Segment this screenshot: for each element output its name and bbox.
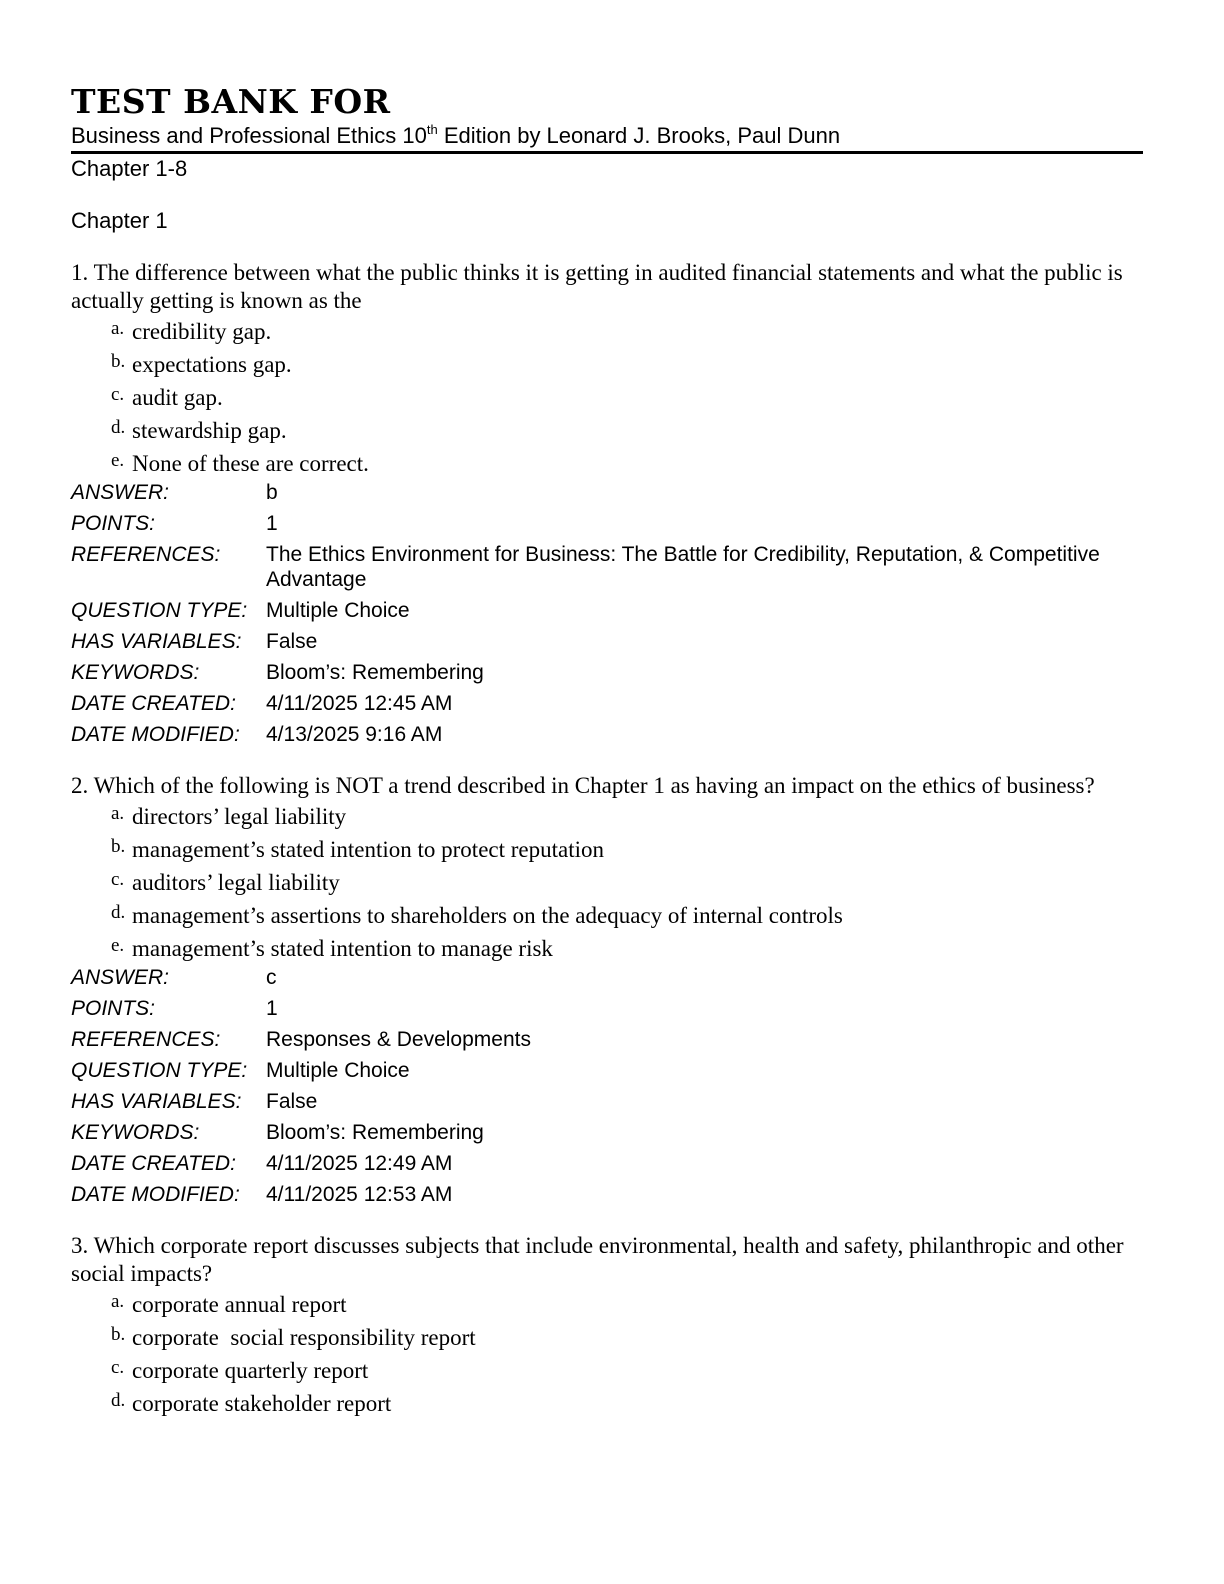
question-2 [71, 772, 1143, 1207]
meta-value: Responses & Developments [266, 1028, 531, 1051]
choice-text: auditors’ legal liability [132, 870, 340, 895]
meta-has-variables [71, 1089, 1143, 1114]
choice-letter: b. [111, 1324, 126, 1345]
answer-choice [71, 381, 1143, 414]
answer-choices [71, 315, 1143, 480]
meta-value: Bloom’s: Remembering [266, 1121, 484, 1144]
answer-choice [71, 414, 1143, 447]
book-subtitle [71, 122, 1143, 154]
choice-letter: c. [111, 869, 125, 890]
choice-letter: c. [111, 1357, 125, 1378]
choice-text: corporate social responsibility report [132, 1325, 476, 1350]
meta-label: REFERENCES: [71, 543, 221, 566]
meta-date-created [71, 691, 1143, 716]
meta-label: POINTS: [71, 512, 156, 535]
subtitle-text-end: Edition by Leonard J. Brooks, Paul Dunn [437, 123, 841, 148]
choice-text: stewardship gap. [132, 418, 287, 443]
meta-label: ANSWER: [71, 966, 170, 989]
meta-label: POINTS: [71, 997, 156, 1020]
question-stem: 2. Which of the following is NOT a trend described in Chapter 1 as having an impact on the ethics of business? [71, 773, 1095, 798]
meta-label: KEYWORDS: [71, 1121, 200, 1144]
choice-letter: e. [111, 935, 125, 956]
answer-choice [71, 1354, 1143, 1387]
choice-letter: d. [111, 417, 126, 438]
answer-choice [71, 1288, 1143, 1321]
meta-value: 1 [266, 512, 278, 535]
meta-value: 1 [266, 997, 278, 1020]
meta-answer [71, 965, 1143, 990]
meta-label: DATE CREATED: [71, 692, 236, 715]
choice-letter: a. [111, 1291, 125, 1312]
meta-answer [71, 480, 1143, 505]
choice-letter: b. [111, 351, 126, 372]
subtitle-text: Business and Professional Ethics 10 [71, 123, 427, 148]
meta-label: KEYWORDS: [71, 661, 200, 684]
choice-text: corporate annual report [132, 1292, 347, 1317]
question-1 [71, 259, 1143, 747]
answer-choice [71, 866, 1143, 899]
choice-text: audit gap. [132, 385, 223, 410]
answer-choice [71, 447, 1143, 480]
choice-text: corporate stakeholder report [132, 1391, 392, 1416]
choice-letter: a. [111, 318, 125, 339]
question-3 [71, 1232, 1143, 1420]
choice-letter: c. [111, 384, 125, 405]
answer-choice [71, 800, 1143, 833]
choice-text: directors’ legal liability [132, 804, 347, 829]
answer-choice [71, 833, 1143, 866]
meta-value: b [266, 481, 278, 504]
answer-choice [71, 315, 1143, 348]
meta-value: False [266, 630, 318, 653]
meta-value: False [266, 1090, 318, 1113]
choice-text: None of these are correct. [132, 451, 369, 476]
meta-points [71, 996, 1143, 1021]
question-metadata [71, 480, 1143, 747]
meta-date-created [71, 1151, 1143, 1176]
answer-choice [71, 1321, 1143, 1354]
meta-value: 4/13/2025 9:16 AM [266, 723, 443, 746]
meta-label: HAS VARIABLES: [71, 1090, 242, 1113]
choice-text: management’s stated intention to manage risk [132, 936, 553, 961]
answer-choice [71, 899, 1143, 932]
question-stem: 3. Which corporate report discusses subjects that include environmental, health and safety, philanthropic and other social impacts? [71, 1233, 1124, 1286]
choice-text: management’s stated intention to protect reputation [132, 837, 605, 862]
choice-letter: a. [111, 803, 125, 824]
meta-question-type [71, 598, 1143, 623]
meta-value: c [266, 966, 277, 989]
answer-choice [71, 348, 1143, 381]
question-stem: 1. The difference between what the public thinks it is getting in audited financial statements and what the public is actually getting is known as the [71, 260, 1123, 313]
meta-value: 4/11/2025 12:53 AM [266, 1183, 453, 1206]
meta-references [71, 1027, 1143, 1052]
meta-date-modified [71, 722, 1143, 747]
meta-label: DATE CREATED: [71, 1152, 236, 1175]
document-page [71, 82, 1143, 1420]
chapter-range: Chapter 1-8 [71, 156, 188, 181]
choice-text: credibility gap. [132, 319, 272, 344]
meta-label: HAS VARIABLES: [71, 630, 242, 653]
meta-label: REFERENCES: [71, 1028, 221, 1051]
meta-has-variables [71, 629, 1143, 654]
choice-letter: d. [111, 1390, 126, 1411]
meta-value: Multiple Choice [266, 1059, 410, 1082]
meta-label: QUESTION TYPE: [71, 1059, 248, 1082]
choice-letter: b. [111, 836, 126, 857]
meta-keywords [71, 1120, 1143, 1145]
meta-points [71, 511, 1143, 536]
meta-label: ANSWER: [71, 481, 170, 504]
choice-letter: d. [111, 902, 126, 923]
question-metadata [71, 965, 1143, 1207]
meta-keywords [71, 660, 1143, 685]
answer-choice [71, 1387, 1143, 1420]
meta-label: DATE MODIFIED: [71, 1183, 240, 1206]
choice-text: management’s assertions to shareholders on the adequacy of internal controls [132, 903, 843, 928]
choice-letter: e. [111, 450, 125, 471]
answer-choice [71, 932, 1143, 965]
meta-label: DATE MODIFIED: [71, 723, 240, 746]
meta-question-type [71, 1058, 1143, 1083]
meta-references [71, 542, 1143, 592]
meta-value: Bloom’s: Remembering [266, 661, 484, 684]
meta-value: The Ethics Environment for Business: The Battle for Credibility, Reputation, & Competitive Advantage [266, 543, 1100, 591]
subtitle-superscript: th [426, 122, 438, 137]
choice-text: expectations gap. [132, 352, 292, 377]
chapter-heading: Chapter 1 [71, 208, 168, 233]
meta-value: Multiple Choice [266, 599, 410, 622]
meta-value: 4/11/2025 12:49 AM [266, 1152, 453, 1175]
meta-label: QUESTION TYPE: [71, 599, 248, 622]
choice-text: corporate quarterly report [132, 1358, 369, 1383]
answer-choices [71, 800, 1143, 965]
document-title: TEST BANK FOR [71, 82, 391, 121]
answer-choices [71, 1288, 1143, 1420]
meta-date-modified [71, 1182, 1143, 1207]
meta-value: 4/11/2025 12:45 AM [266, 692, 453, 715]
